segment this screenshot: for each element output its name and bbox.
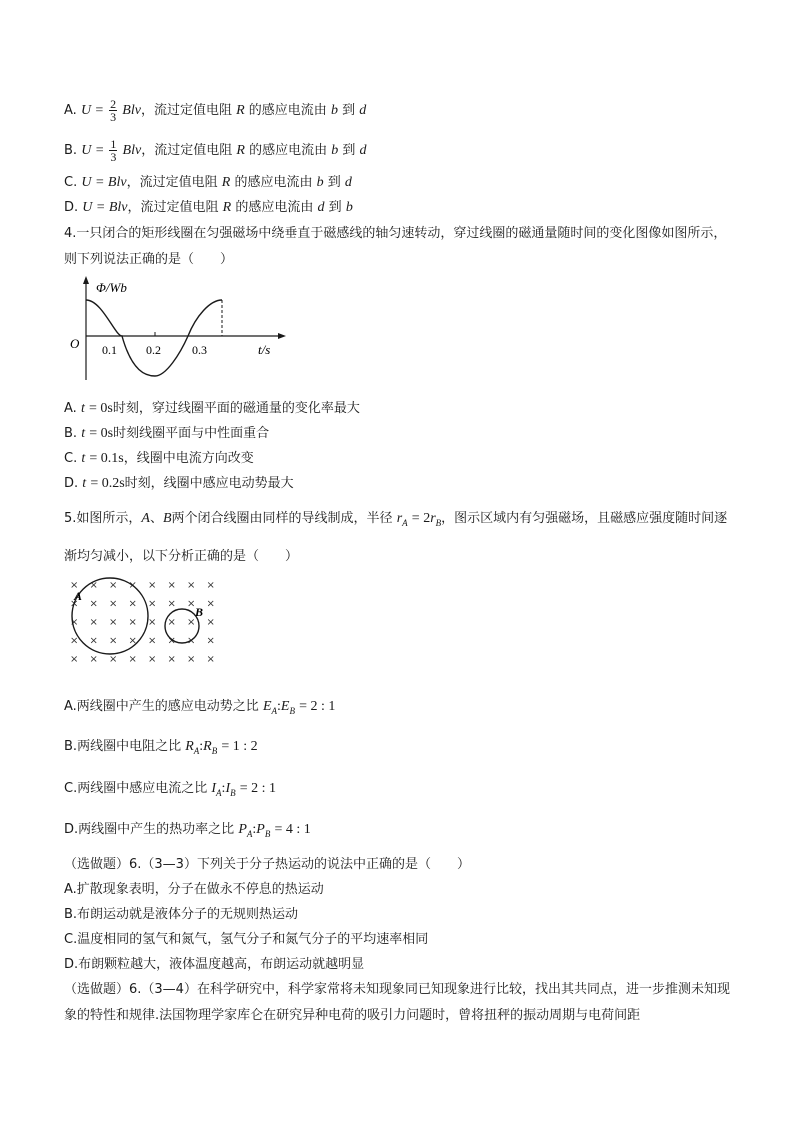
field-cross: × — [109, 580, 118, 591]
coil-a-label: A — [74, 589, 83, 603]
frac-num: 2 — [110, 97, 117, 111]
field-cross: × — [70, 617, 79, 628]
option-text: 到 — [327, 175, 341, 190]
field-cross: × — [70, 635, 79, 647]
option-label: C. — [64, 451, 78, 466]
ratio-var-1 — [238, 822, 252, 837]
field-cross: × — [89, 654, 98, 665]
fraction — [109, 98, 117, 123]
var: I — [225, 781, 231, 796]
radius-a — [397, 511, 408, 526]
q6a-option-a: A.扩散现象表明，分子在做永不停息的热运动 — [64, 882, 324, 897]
formula: U = Blv — [82, 200, 128, 215]
field-cross: × — [70, 654, 79, 665]
var: I — [211, 781, 217, 796]
colon: : — [252, 822, 257, 837]
var-from: b — [316, 175, 324, 190]
q4-option-d — [64, 475, 294, 493]
field-cross: × — [167, 580, 176, 591]
ratio-var-2 — [225, 781, 235, 796]
q6b-stem: （选做题）6.（3—4）在科学研究中，科学家常将未知现象同已知现象进行比较，找出其共同点，进一步推测未知现象的特性和规律.法国物理学家库仑在研究异种电荷的吸引力问题时，曾将扭秤的振动周期与电荷间距 — [64, 982, 730, 1023]
field-cross: × — [148, 580, 157, 591]
var-to: d — [359, 103, 367, 118]
option-text: 的感应电流由 — [249, 143, 328, 158]
var-t: t — [81, 426, 86, 441]
coil-b-label: B — [195, 605, 204, 619]
y-axis-label: Φ/Wb — [96, 280, 127, 295]
tick-label: 0.2 — [146, 343, 161, 357]
field-cross: × — [70, 598, 79, 610]
ratio-var-2 — [281, 699, 295, 714]
frac-num: 1 — [110, 137, 117, 151]
q5-option-c — [64, 780, 276, 802]
option-text: 到 — [328, 200, 342, 215]
field-cross: × — [206, 617, 215, 628]
var: P — [238, 822, 247, 837]
q6a-option-d: D.布朗颗粒越大，液体温度越高，布朗运动就越明显 — [64, 957, 365, 972]
sub-b: B — [264, 828, 271, 839]
field-cross: × — [148, 617, 157, 628]
field-cross: × — [109, 635, 118, 647]
field-cross: × — [167, 654, 176, 665]
option-label: C. — [64, 175, 78, 190]
ratio-var-2 — [203, 739, 217, 754]
option-text: 两线圈中产生的感应电动势之比 — [76, 699, 259, 714]
option-text: ，流过定值电阻 — [127, 200, 219, 215]
y-axis-arrow — [83, 276, 89, 284]
field-cross: × — [206, 580, 215, 591]
var-to: d — [359, 143, 367, 158]
q3-option-c — [64, 174, 352, 192]
var-r: R — [236, 103, 245, 118]
colon: : — [199, 739, 204, 754]
field-cross: × — [167, 635, 176, 647]
field-cross: × — [109, 654, 118, 665]
time-value: = 0s — [89, 426, 114, 441]
q5-option-d — [64, 821, 311, 843]
field-cross: × — [128, 635, 137, 647]
var-to: d — [344, 175, 352, 190]
field-cross: × — [128, 580, 137, 591]
sub-a: A — [402, 517, 408, 528]
ratio-value: = 2 : 1 — [239, 781, 277, 796]
q4-stem: 4.一只闭合的矩形线圈在匀强磁场中绕垂直于磁感线的轴匀速转动，穿过线圈的磁通量随时间的变化图像如图所示，则下列说法正确的是（ ） — [64, 226, 727, 267]
colon: : — [221, 781, 226, 796]
sub-a: A — [193, 745, 200, 756]
var-to: b — [345, 200, 353, 215]
formula-prefix: U = — [81, 143, 105, 158]
stem-text: 5.如图所示， — [64, 511, 142, 526]
field-cross: × — [70, 580, 79, 591]
var: E — [280, 699, 290, 714]
fraction — [109, 138, 117, 163]
var: R — [203, 739, 212, 754]
option-label: A. — [64, 401, 77, 416]
q5-option-a — [64, 698, 335, 720]
frac-den: 3 — [110, 110, 117, 124]
sub-b: B — [289, 705, 295, 716]
ratio-value: = 1 : 2 — [221, 739, 258, 754]
option-label: C. — [64, 781, 78, 796]
field-cross: × — [187, 654, 196, 665]
q4-option-b — [64, 425, 269, 443]
frac-den: 3 — [110, 150, 117, 164]
radius-b — [430, 511, 441, 526]
field-cross: × — [89, 580, 98, 591]
field-cross: × — [128, 598, 137, 610]
ratio-var-1 — [211, 781, 221, 796]
field-cross: × — [89, 635, 98, 647]
sub-a: A — [271, 705, 278, 716]
q6a-stem: （选做题）6.（3—3）下列关于分子热运动的说法中正确的是（ ） — [64, 857, 470, 872]
field-cross: × — [187, 598, 196, 610]
stem-text: ，图示区域内有匀强磁场，且磁感应强度随时间逐渐均匀减小，以下分析正确的是（ ） — [64, 511, 728, 564]
var-r: r — [430, 511, 436, 526]
sub-b: B — [435, 517, 442, 528]
var-a: A — [141, 511, 150, 526]
option-text: 两线圈中感应电流之比 — [77, 781, 208, 796]
option-text: 到 — [342, 143, 356, 158]
sub-a: A — [246, 828, 253, 839]
var: E — [262, 699, 272, 714]
sub-a: A — [216, 787, 222, 798]
var-b: B — [162, 511, 172, 526]
q3-option-a — [64, 98, 366, 123]
option-text: 到 — [342, 103, 356, 118]
option-text: 的感应电流由 — [234, 175, 313, 190]
var-from: d — [317, 200, 325, 215]
var-t: t — [81, 451, 86, 466]
field-cross: × — [109, 598, 118, 610]
option-text: 时刻，穿过线圈平面的磁通量的变化率最大 — [112, 401, 360, 416]
time-value: = 0s — [88, 401, 113, 416]
field-cross: × — [206, 635, 215, 647]
stem-text: 、 — [149, 511, 163, 526]
option-text: ，线圈中电流方向改变 — [123, 451, 254, 466]
magnetic-field-figure — [62, 574, 222, 674]
tick-label: 0.3 — [192, 343, 207, 357]
ratio-value: = 4 : 1 — [274, 822, 311, 837]
field-crosses — [70, 580, 215, 665]
time-value: = 0.2s — [90, 476, 125, 491]
q5-option-b — [64, 738, 258, 760]
field-cross: × — [167, 617, 176, 628]
var-from: b — [330, 103, 338, 118]
field-cross: × — [148, 654, 157, 665]
field-cross: × — [167, 598, 176, 610]
option-text: 的感应电流由 — [235, 200, 314, 215]
flux-curve — [86, 300, 222, 376]
ratio-var-1 — [185, 739, 199, 754]
option-label: B. — [64, 143, 78, 158]
q6a-option-c: C.温度相同的氢气和氮气，氢气分子和氮气分子的平均速率相同 — [64, 932, 429, 947]
x-axis-label: t/s — [258, 342, 271, 357]
sub-b: B — [230, 787, 236, 798]
field-cross: × — [89, 598, 98, 610]
var-r: R — [222, 200, 232, 215]
var-r: R — [236, 143, 245, 158]
q4-option-a — [64, 400, 360, 418]
stem-text: 两个闭合线圈由同样的导线制成，半径 — [171, 511, 393, 526]
flux-time-graph — [62, 276, 292, 386]
option-text: 时刻线圈平面与中性面重合 — [113, 426, 270, 441]
option-label: A. — [64, 103, 77, 118]
origin-label: O — [70, 336, 80, 351]
formula-suffix: Blv — [122, 103, 141, 118]
tick-label: 0.1 — [102, 343, 117, 357]
formula-suffix: Blv — [122, 143, 142, 158]
option-text: 时刻，线圈中感应电动势最大 — [124, 476, 294, 491]
var: R — [185, 739, 194, 754]
var-r: r — [396, 511, 403, 526]
option-label: A. — [64, 699, 77, 714]
field-cross: × — [148, 598, 157, 610]
field-cross: × — [148, 635, 157, 647]
var-r: R — [221, 175, 231, 190]
field-cross: × — [206, 654, 215, 665]
field-cross: × — [187, 635, 196, 647]
x-axis-arrow — [278, 333, 286, 339]
var-t: t — [82, 476, 87, 491]
field-cross: × — [128, 654, 137, 665]
formula: U = Blv — [81, 175, 127, 190]
ratio-var-2 — [256, 822, 270, 837]
field-cross: × — [128, 617, 137, 628]
field-cross: × — [187, 580, 196, 591]
equation: = 2 — [411, 511, 431, 526]
option-text: ，流过定值电阻 — [141, 143, 233, 158]
sub-b: B — [211, 745, 218, 756]
option-label: D. — [64, 200, 79, 215]
option-label: D. — [64, 476, 79, 491]
formula-prefix: U = — [80, 103, 104, 118]
q3-option-d — [64, 199, 353, 217]
time-value: = 0.1s — [89, 451, 124, 466]
var-t: t — [80, 401, 85, 416]
var-from: b — [331, 143, 339, 158]
option-label: B. — [64, 426, 78, 441]
field-cross: × — [206, 598, 215, 610]
ratio-value: = 2 : 1 — [299, 699, 336, 714]
q4-option-c — [64, 450, 254, 468]
colon: : — [277, 699, 281, 714]
field-cross: × — [109, 617, 118, 628]
q6a-option-b: B.布朗运动就是液体分子的无规则热运动 — [64, 907, 299, 922]
field-cross: × — [187, 617, 196, 628]
option-label: D. — [64, 822, 79, 837]
q3-option-b — [64, 138, 367, 163]
option-text: 两线圈中电阻之比 — [77, 739, 182, 754]
var: P — [256, 822, 265, 837]
option-text: ，流过定值电阻 — [140, 103, 232, 118]
option-text: ，流过定值电阻 — [126, 175, 218, 190]
option-label: B. — [64, 739, 78, 754]
ratio-var-1 — [263, 699, 277, 714]
q5-stem — [64, 502, 734, 574]
option-text: 两线圈中产生的热功率之比 — [78, 822, 235, 837]
field-cross: × — [89, 617, 98, 628]
option-text: 的感应电流由 — [248, 103, 327, 118]
